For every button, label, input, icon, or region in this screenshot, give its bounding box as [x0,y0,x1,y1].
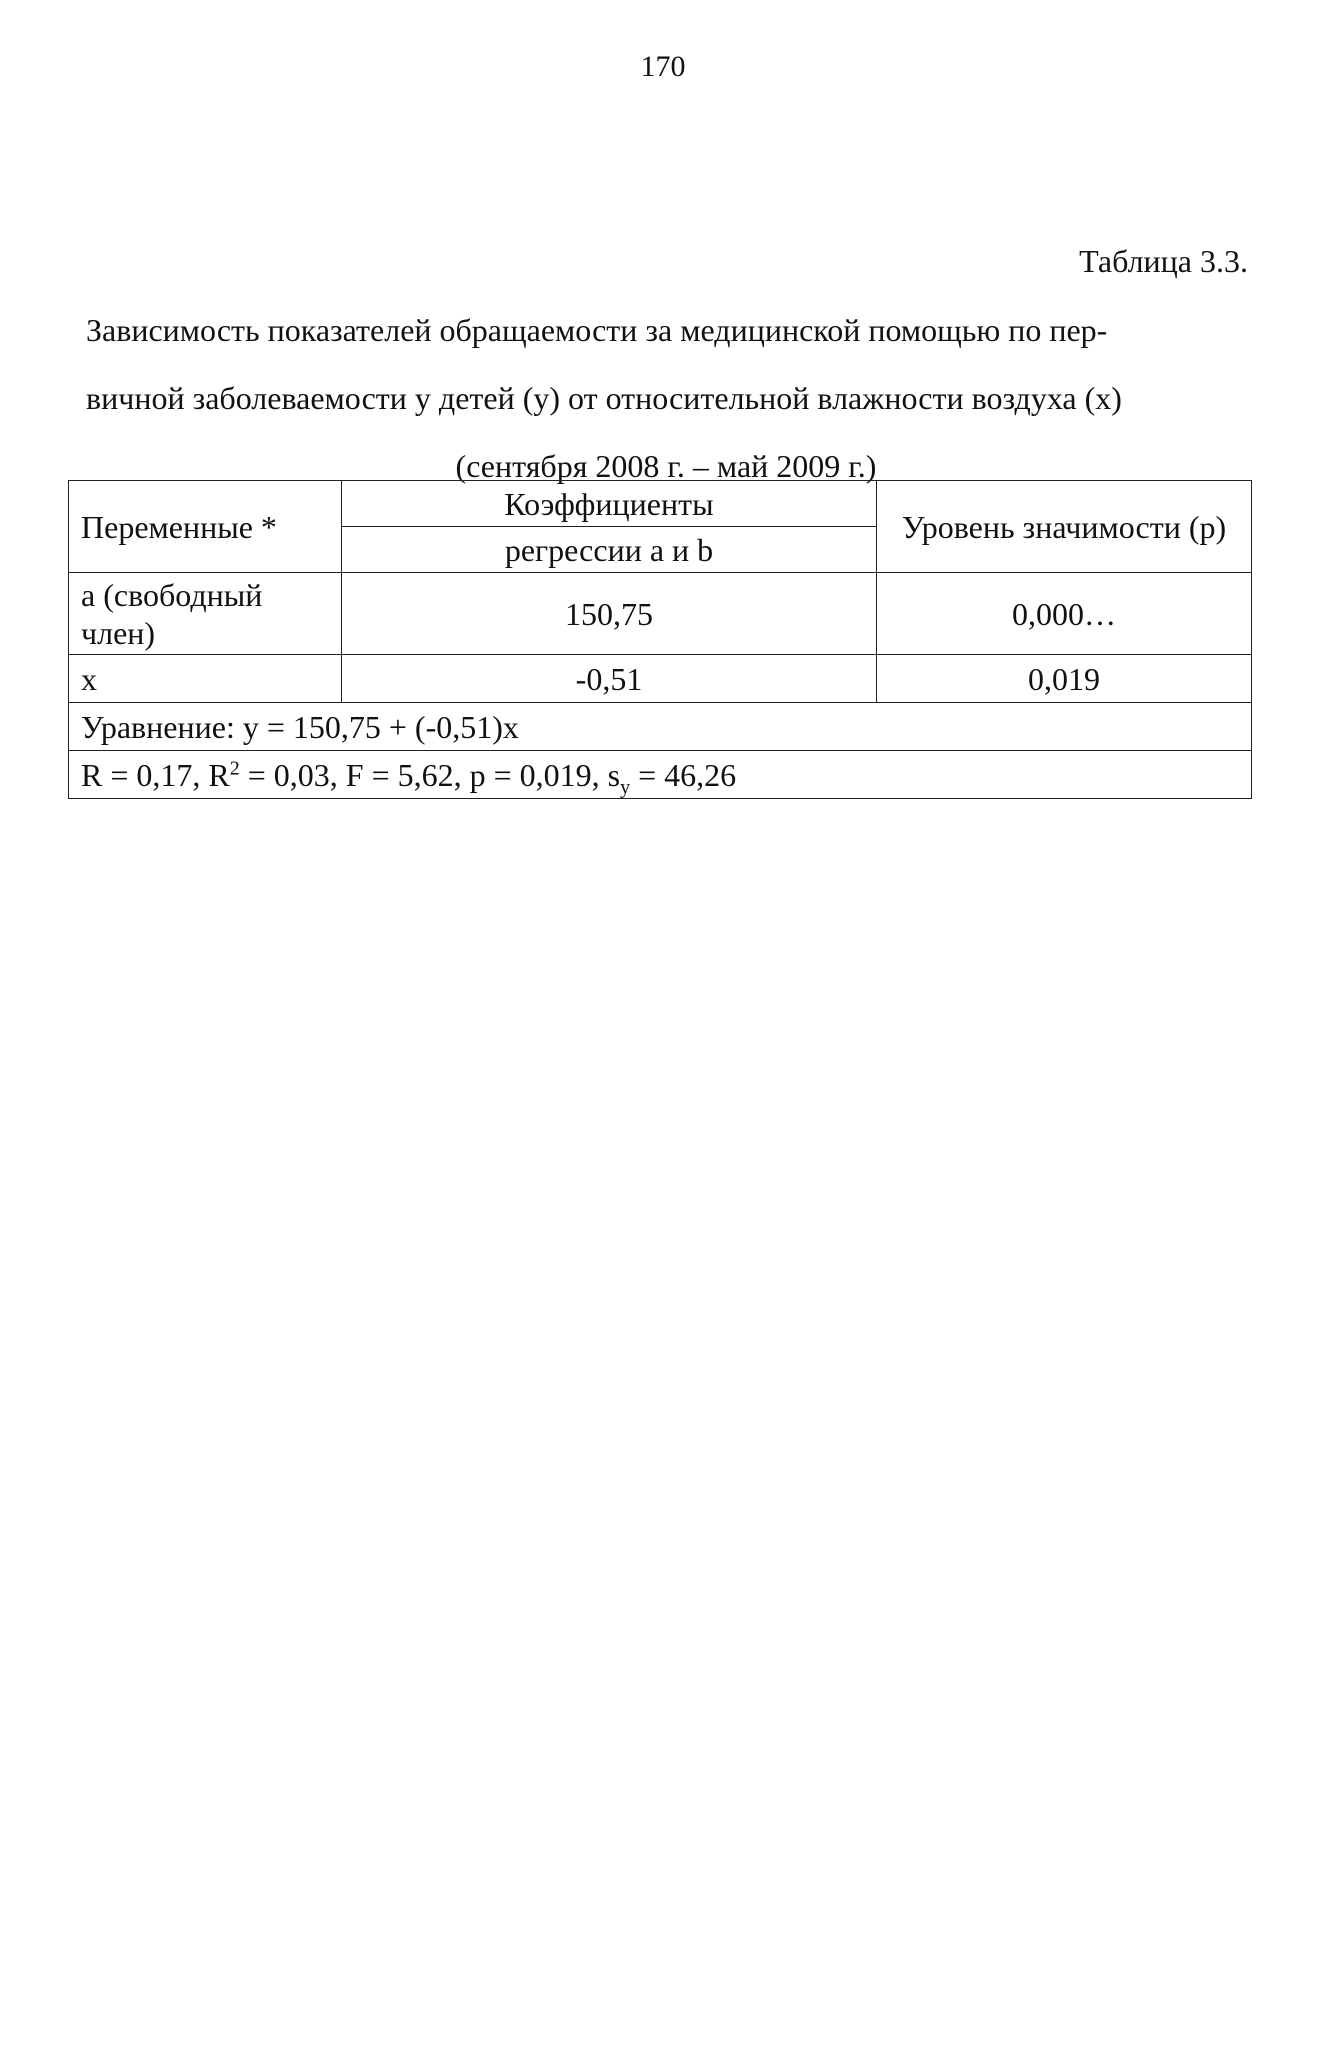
table-row [69,655,1252,703]
stats-r: R = 0,17, R [81,756,230,793]
row-variable: а (свободный член) [69,573,342,655]
header-variables: Переменные * [69,481,342,573]
table-label: Таблица 3.3. [1079,243,1248,279]
row-coefficient: 150,75 [342,573,877,655]
table-title-line-1: Зависимость показателей обращаемости за медицинской помощью по пер- [86,312,1108,348]
regression-table [68,480,1252,799]
header-coefficients-top: Коэффициенты [342,481,877,527]
stats-sy-subscript: y [620,775,631,798]
stats-row [69,751,1252,799]
stats-r2-superscript: 2 [229,756,240,779]
row-coefficient: -0,51 [342,655,877,703]
equation-row [69,703,1252,751]
row-significance: 0,000… [877,573,1252,655]
header-coefficients-bottom: регрессии а и b [342,527,877,573]
table-title-line-3: (сентября 2008 г. – май 2009 г.) [455,448,877,484]
page-number: 170 [640,50,686,83]
table-title-line-2: вичной заболеваемости у детей (у) от относительной влажности воздуха (х) [86,380,1122,416]
table-title [86,296,1246,500]
table-header-row [69,481,1252,527]
row-variable: х [69,655,342,703]
stats-end: = 46,26 [630,756,737,793]
table-row [69,573,1252,655]
regression-equation: Уравнение: у = 150,75 + (-0,51)х [69,703,1252,751]
stats-mid: = 0,03, F = 5,62, р = 0,019, s [239,756,621,793]
regression-stats [69,751,1252,799]
row-significance: 0,019 [877,655,1252,703]
header-significance: Уровень значимости (р) [877,481,1252,573]
